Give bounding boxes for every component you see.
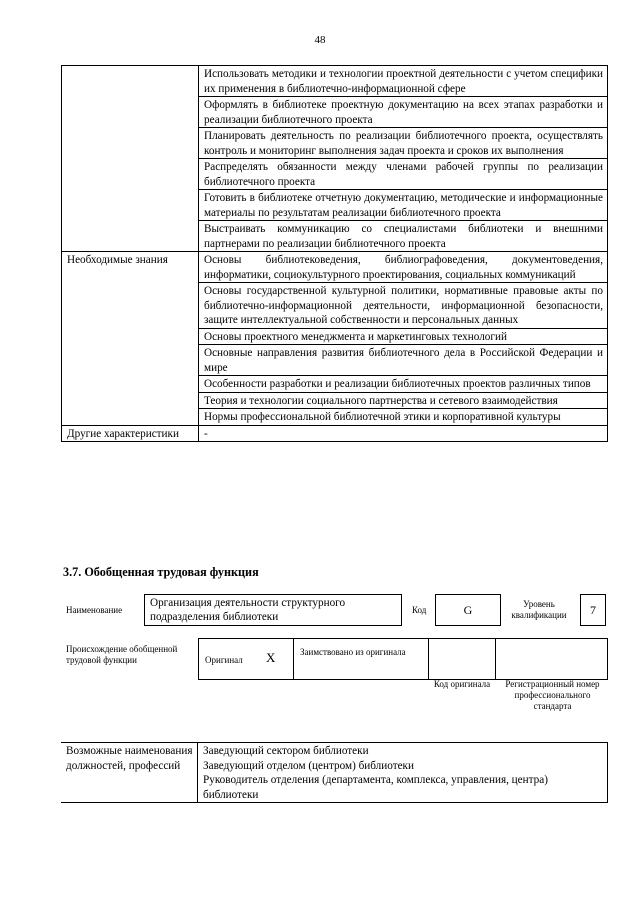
code-label: Код bbox=[412, 605, 427, 615]
action-item: Использовать методики и технологии проектной деятельности с учетом специфики их применения в библиотечно-информационной сфере bbox=[199, 66, 608, 97]
code-original-label: Код оригинала bbox=[433, 679, 491, 689]
borrowed-label: Заимствовано из оригинала bbox=[300, 647, 406, 657]
table-row bbox=[61, 743, 608, 803]
table-row bbox=[62, 252, 608, 283]
table-row bbox=[62, 425, 608, 442]
reg-number-label: Регистрационный номер профессионального стандарта bbox=[505, 679, 600, 711]
position-item: Заведующий отделом (центром) библиотеки bbox=[203, 759, 414, 772]
origin-box bbox=[198, 638, 608, 680]
origin-label: Происхождение обобщенной трудовой функции bbox=[66, 644, 178, 665]
origin-divider bbox=[428, 638, 429, 680]
knowledge-table bbox=[61, 65, 608, 442]
origin-divider bbox=[495, 638, 496, 680]
page-number: 48 bbox=[314, 34, 326, 46]
positions-label: Возможные наименования должностей, профессий bbox=[61, 743, 198, 803]
level-label: Уровень квалификации bbox=[511, 599, 567, 620]
positions-list bbox=[198, 743, 608, 803]
positions-table bbox=[61, 742, 608, 803]
action-item: Распределять обязанности между членами рабочей группы по реализации библиотечного проекта bbox=[199, 159, 608, 190]
knowledge-item: Теория и технологии социального партнерства и сетевого взаимодействия bbox=[199, 392, 608, 409]
knowledge-label: Необходимые знания bbox=[62, 252, 199, 426]
action-item: Оформлять в библиотеке проектную документацию на всех этапах разработки и реализации библиотечного проекта bbox=[199, 97, 608, 128]
knowledge-item: Основные направления развития библиотечного дела в Российской Федерации и мире bbox=[199, 345, 608, 376]
table-row bbox=[62, 66, 608, 97]
knowledge-item: Основы библиотековедения, библиографоведения, документоведения, информатики, социокультурного проектирования, социальных коммуникаций bbox=[199, 252, 608, 283]
action-item: Планировать деятельность по реализации библиотечного проекта, осуществлять контроль и мониторинг выполнения задач проекта и сроков их выполнения bbox=[199, 128, 608, 159]
position-item: Заведующий сектором библиотеки bbox=[203, 745, 369, 757]
other-characteristics-label: Другие характеристики bbox=[62, 425, 199, 442]
empty-label-cell bbox=[62, 66, 199, 252]
original-label: Оригинал bbox=[205, 655, 243, 665]
position-item: Руководитель отделения (департамента, комплекса, управления, центра) библиотеки bbox=[203, 774, 548, 801]
code-value: G bbox=[435, 594, 501, 626]
knowledge-item: Нормы профессиональной библиотечной этики и корпоративной культуры bbox=[199, 409, 608, 426]
knowledge-item: Основы государственной культурной политики, нормативные правовые акты по библиотечно-информационной деятельности, информационной безопасности, защите интеллектуальной собственности и персональных данных bbox=[199, 283, 608, 329]
action-item: Выстраивать коммуникацию со специалистами библиотеки и внешними партнерами по реализации библиотечного проекта bbox=[199, 221, 608, 252]
knowledge-item: Особенности разработки и реализации библиотечных проектов различных типов bbox=[199, 376, 608, 393]
other-characteristics-value: - bbox=[199, 425, 608, 442]
section-title: 3.7. Обобщенная трудовая функция bbox=[63, 565, 259, 579]
knowledge-item: Основы проектного менеджмента и маркетинговых технологий bbox=[199, 328, 608, 345]
action-item: Готовить в библиотеке отчетную документацию, методические и информационные материалы по результатам реализации библиотечного проекта bbox=[199, 190, 608, 221]
function-name-value: Организация деятельности структурного подразделения библиотеки bbox=[144, 594, 402, 626]
name-label: Наименование bbox=[66, 605, 123, 615]
level-value: 7 bbox=[580, 594, 606, 626]
origin-divider bbox=[293, 638, 294, 680]
original-mark: X bbox=[266, 650, 276, 665]
